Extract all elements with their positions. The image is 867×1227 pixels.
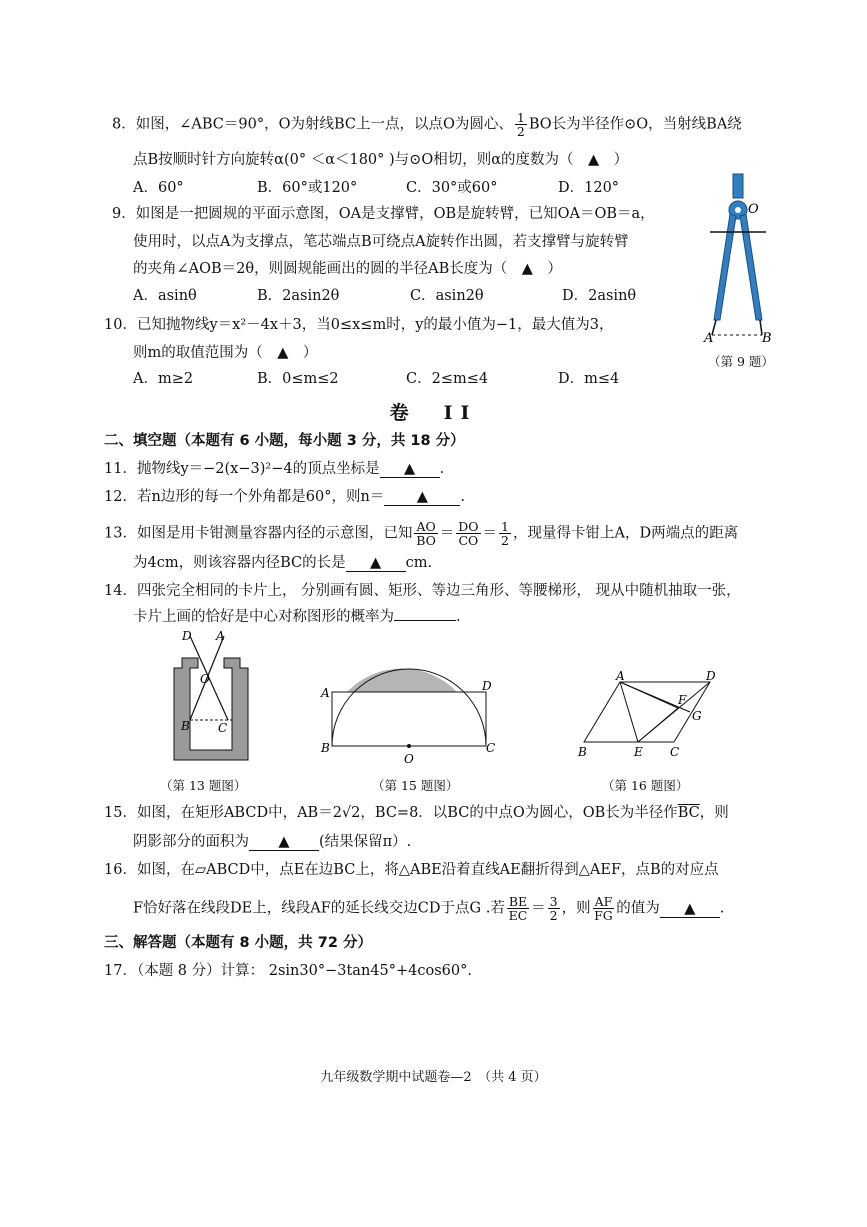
q16-f3-den: FG xyxy=(594,908,613,923)
fig13-label-b: B xyxy=(181,719,190,733)
fig15-label-o: O xyxy=(404,752,414,766)
q16-text-c: 的值为 xyxy=(616,900,660,917)
q13-f3-num: 1 xyxy=(501,519,509,534)
fig16-label-a: A xyxy=(616,670,625,683)
q16-line2: F恰好落在线段DE上，线段AF的延长线交边CD于点G .若 $\frac{BE}{EC}$ ＝ $\frac{3}{2}$ ，则 $\frac{AF}{FG}$ 的值为 ▲ . xyxy=(133,894,725,923)
q13-f2-num: DO xyxy=(458,519,479,534)
q9-line3: 的夹角∠AOB＝2θ，则圆规能画出的圆的半径AB长度为（ ▲ ） xyxy=(133,261,562,277)
section2-heading: 二、填空题（本题有 6 小题，每小题 3 分，共 18 分） xyxy=(104,433,465,449)
q15-text-b: ，BC=8．以BC的中点O为圆心，OB长为半径作 xyxy=(360,805,678,821)
q14-text-a: 卡片上画的恰好是中心对称图形的概率为 xyxy=(133,609,394,625)
q8-line2: 点B按顺时针方向旋转α(0° ＜α＜180° )与⊙O相切，则α的度数为（ ▲ ） xyxy=(133,152,629,168)
fig16-ef xyxy=(638,708,678,742)
fig13-label-a: A xyxy=(216,629,225,643)
fig13-label-d: D xyxy=(182,629,192,643)
q12-text: 12．若n边形的每一个外角都是60°，则n＝ xyxy=(104,489,385,505)
q14-line1: 14．四张完全相同的卡片上， 分别画有圆、矩形、等边三角形、等腰梯形， 现从中随机抽取一张， xyxy=(104,583,741,599)
compass-label-angle: 2θ xyxy=(730,245,745,259)
q13-f2-den: CO xyxy=(458,533,479,548)
fig15-label-b: B xyxy=(321,741,330,755)
q8-frac-num: 1 xyxy=(516,110,525,125)
q11-blank: ▲ xyxy=(380,461,440,478)
q15-line1 xyxy=(104,803,729,823)
q10-option-c: C．2≤m≤4 xyxy=(406,371,489,387)
compass-label-o: O xyxy=(748,202,759,217)
q16-blank: ▲ xyxy=(660,901,720,918)
compass-label-b: B xyxy=(762,331,772,346)
q16-line1: 16．如图，在▱ABCD中，点E在边BC上，将△ABE沿着直线AE翻折得到△AEF，点B的对应点 xyxy=(104,862,719,878)
q13-f3-den: 2 xyxy=(501,533,509,548)
q9-option-d: D．2asinθ xyxy=(562,288,637,304)
q8-text-b: BO长为半径作⊙O，当射线BA绕 xyxy=(528,116,742,133)
q15-text-d: 阴影部分的面积为 xyxy=(133,834,249,850)
compass-arm-a xyxy=(714,214,736,320)
q11-end: . xyxy=(439,461,445,477)
q13-frac-do-co xyxy=(456,520,480,547)
fig16-caption: （第 16 题图） xyxy=(602,778,689,793)
q10-option-a: A．m≥2 xyxy=(133,371,194,387)
page-footer: 九年级数学期中试题卷—2 （共 4 页） xyxy=(320,1070,547,1085)
q10-option-b: B．0≤m≤2 xyxy=(257,371,339,387)
compass-arm-b xyxy=(740,214,762,320)
q16-f2-num: 3 xyxy=(549,894,558,909)
q15-text-c: ，则 xyxy=(699,805,729,821)
q13-f1-den: BO xyxy=(416,533,436,548)
fig15-caption: （第 15 题图） xyxy=(372,778,459,793)
q15-blank: ▲ xyxy=(249,834,319,851)
q15-line2 xyxy=(133,832,411,852)
q14-line2 xyxy=(133,607,461,627)
q13-line1: 13．如图是用卡钳测量容器内径的示意图，已知 $\frac{AO}{BO}$ ＝ $\frac{DO}{CO}$ ＝ $\frac{1}{2}$ ，现量得卡钳上A，D两端点的距离 xyxy=(104,519,739,548)
compass-handle xyxy=(733,174,743,198)
q15-arc-bc: $\overline{BC}$ xyxy=(677,805,700,821)
section3-heading: 三、解答题（本题有 8 小题，共 72 分） xyxy=(104,935,372,951)
q8-line1 xyxy=(112,111,742,138)
q13-text-b: ，现量得卡钳上A，D两端点的距离 xyxy=(512,525,739,542)
q9-option-b: B．2asin2θ xyxy=(257,288,340,304)
q8-frac-den: 2 xyxy=(516,124,525,139)
fig16-label-d: D xyxy=(706,670,716,683)
q16-end: . xyxy=(719,900,725,917)
fig15-semicircle xyxy=(318,668,500,768)
q16-f1-den: EC xyxy=(508,908,528,923)
q11-line xyxy=(104,459,444,479)
q8-text-a: 8．如图，∠ABC＝90°，O为射线BC上一点，以点O为圆心、 xyxy=(112,116,513,133)
q16-frac-be-ec xyxy=(507,895,529,922)
fig13-caliper xyxy=(160,628,260,778)
q13-f1-num: AO xyxy=(416,519,436,534)
q13-frac-half xyxy=(499,520,511,547)
q13-text-a: 13．如图是用卡钳测量容器内径的示意图，已知 xyxy=(104,525,413,542)
compass-figure xyxy=(700,170,780,350)
fig16-label-g: G xyxy=(692,709,702,723)
q9-option-a: A．asinθ xyxy=(133,288,197,304)
q15-text-e: (结果保留π）. xyxy=(319,834,412,850)
q17-line: 17．（本题 8 分）计算： 2sin30°−3tan45°+4cos60°. xyxy=(104,963,472,979)
fig16-label-c: C xyxy=(670,745,680,759)
fig13-label-c: C xyxy=(218,721,228,735)
q10-line2: 则m的取值范围为（ ▲ ） xyxy=(133,345,318,361)
fig15-rectangle xyxy=(332,692,486,746)
fig16-parallelogram xyxy=(574,670,724,760)
q9-line1: 9．如图是一把圆规的平面示意图，OA是支撑臂，OB是旋转臂，已知OA＝OB＝a， xyxy=(112,206,655,222)
fig9-caption: （第 9 题） xyxy=(708,354,774,369)
q16-f1-num: BE xyxy=(508,894,528,909)
compass-label-a: A xyxy=(704,331,714,346)
q16-f3-num: AF xyxy=(594,894,613,909)
q13-text-c: 为4cm，则该容器内径BC的长是 xyxy=(133,555,346,571)
q11-text: 11．抛物线y＝−2(x−3)²−4的顶点坐标是 xyxy=(104,461,380,477)
q12-end: . xyxy=(460,489,465,505)
q13-text-d: cm. xyxy=(405,555,433,571)
compass-pivot xyxy=(735,207,741,213)
q8-option-a: A．60° xyxy=(133,180,184,196)
q15-text-a: 15．如图，在矩形ABCD中， xyxy=(104,805,298,821)
q15-ab-value: AB＝2√2 xyxy=(297,805,361,821)
q8-option-b: B．60°或120° xyxy=(257,180,358,196)
q9-line2: 使用时，以点A为支撑点，笔芯端点B可绕点A旋转作出圆，若支撑臂与旋转臂 xyxy=(133,234,629,250)
q13-blank: ▲ xyxy=(346,555,406,572)
q16-text-a: F恰好落在线段DE上，线段AF的延长线交边CD于点G .若 xyxy=(133,900,505,917)
q16-text-b: ，则 xyxy=(561,900,591,917)
fig15-shaded-cap xyxy=(347,668,457,692)
q8-option-c: C．30°或60° xyxy=(406,180,498,196)
fig16-label-e: E xyxy=(634,745,643,759)
fig15-center-o xyxy=(407,744,411,748)
q12-blank: ▲ xyxy=(384,489,460,506)
fig16-label-f: F xyxy=(678,693,687,707)
fig15-label-a: A xyxy=(321,686,330,700)
fig15-label-c: C xyxy=(486,741,496,755)
q10-line1: 10．已知抛物线y＝x²－4x＋3，当0≤x≤m时，y的最小值为−1，最大值为3， xyxy=(104,317,614,333)
fig13-label-o: O xyxy=(200,672,210,686)
q8-fraction xyxy=(515,111,527,138)
q14-text-b: . xyxy=(456,609,461,625)
fig16-af xyxy=(620,682,678,708)
q10-option-d: D．m≤4 xyxy=(558,371,620,387)
q8-option-d: D．120° xyxy=(558,180,620,196)
q16-frac-af-fg xyxy=(593,895,615,922)
fig13-container xyxy=(174,658,248,760)
fig13-caption: （第 13 题图） xyxy=(160,778,247,793)
q13-line2 xyxy=(133,553,432,573)
q16-f2-den: 2 xyxy=(549,908,558,923)
q14-blank xyxy=(394,620,456,621)
q16-frac-3-2 xyxy=(548,895,560,922)
fig16-ae xyxy=(620,682,638,742)
q13-frac-ao-bo xyxy=(414,520,437,547)
q12-line xyxy=(104,487,465,507)
fig15-label-d: D xyxy=(482,679,492,693)
fig16-label-b: B xyxy=(578,745,587,759)
part2-title: 卷 II xyxy=(389,402,478,424)
q9-option-c: C．asin2θ xyxy=(410,288,484,304)
